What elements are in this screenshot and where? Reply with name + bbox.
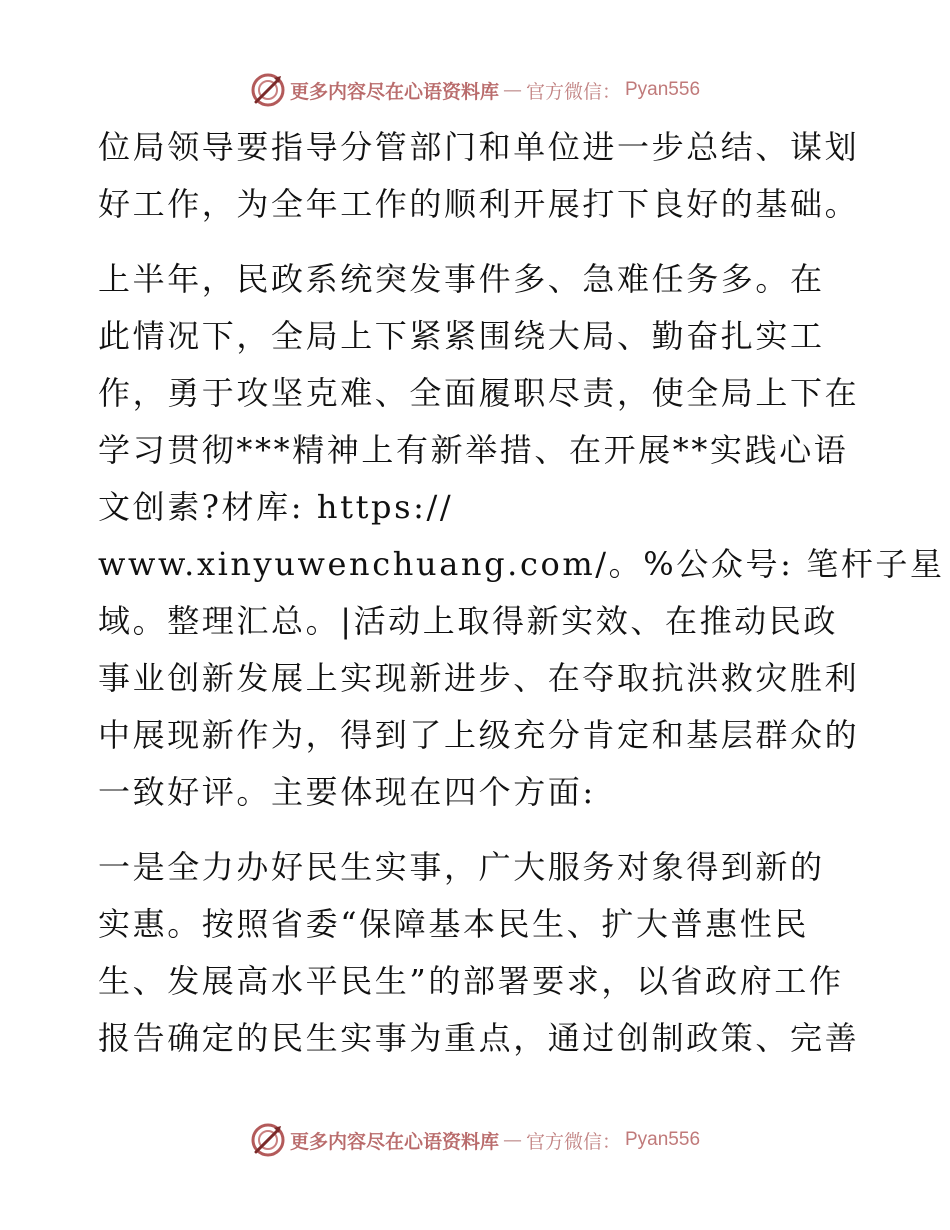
- text-line: www.xinyuwenchuang.com/。%公众号: 笔杆子星: [98, 545, 945, 583]
- banner-separator: —: [502, 1129, 522, 1151]
- text-line: 实惠。按照省委“保障基本民生、扩大普惠性民: [98, 905, 809, 943]
- text-line: 事业创新发展上实现新进步、在夺取抗洪救灾胜利: [98, 659, 860, 697]
- text-line: 学习贯彻***精神上有新举措、在开展**实践心语: [98, 431, 849, 469]
- document-body: [98, 119, 945, 1067]
- text-line: 此情况下，全局上下紧紧围绕大局、勤奋扎实工: [98, 317, 825, 355]
- banner-wechat-label: 官方微信：: [525, 80, 621, 103]
- banner-title: 更多内容尽在心语资料库: [289, 1130, 499, 1153]
- text-line: 域。整理汇总。|活动上取得新实效、在推动民政: [98, 602, 838, 640]
- banner-wechat-id: Pyan556: [625, 1129, 701, 1150]
- text-line: 作，勇于攻坚克难、全面履职尽责，使全局上下在: [98, 374, 860, 412]
- text-line: 一致好评。主要体现在四个方面:: [98, 773, 596, 811]
- text-line: 一是全力办好民生实事，广大服务对象得到新的: [98, 848, 825, 886]
- banner-wechat-label: 官方微信：: [525, 1130, 621, 1153]
- brand-logo-icon: [250, 1122, 286, 1158]
- text-line: 位局领导要指导分管部门和单位进一步总结、谋划: [98, 128, 860, 166]
- paragraph: [98, 839, 858, 1067]
- text-line: 生、发展高水平民生”的部署要求，以省政府工作: [98, 962, 844, 1000]
- text-line: 上半年，民政系统突发事件多、急难任务多。在: [98, 260, 825, 298]
- banner-wechat-id: Pyan556: [625, 79, 701, 100]
- banner-separator: —: [502, 79, 522, 101]
- text-line: 报告确定的民生实事为重点，通过创制政策、完善: [98, 1019, 860, 1057]
- brand-logo-icon: [250, 72, 286, 108]
- footer-banner: [0, 1120, 950, 1160]
- text-line: 好工作，为全年工作的顺利开展打下良好的基础。: [98, 185, 860, 223]
- text-line: 文创素?材库: https://: [98, 488, 454, 526]
- text-line: 中展现新作为，得到了上级充分肯定和基层群众的: [98, 716, 860, 754]
- paragraph: [98, 251, 945, 821]
- paragraph: [98, 119, 858, 233]
- banner-title: 更多内容尽在心语资料库: [289, 80, 499, 103]
- header-banner: [0, 70, 950, 110]
